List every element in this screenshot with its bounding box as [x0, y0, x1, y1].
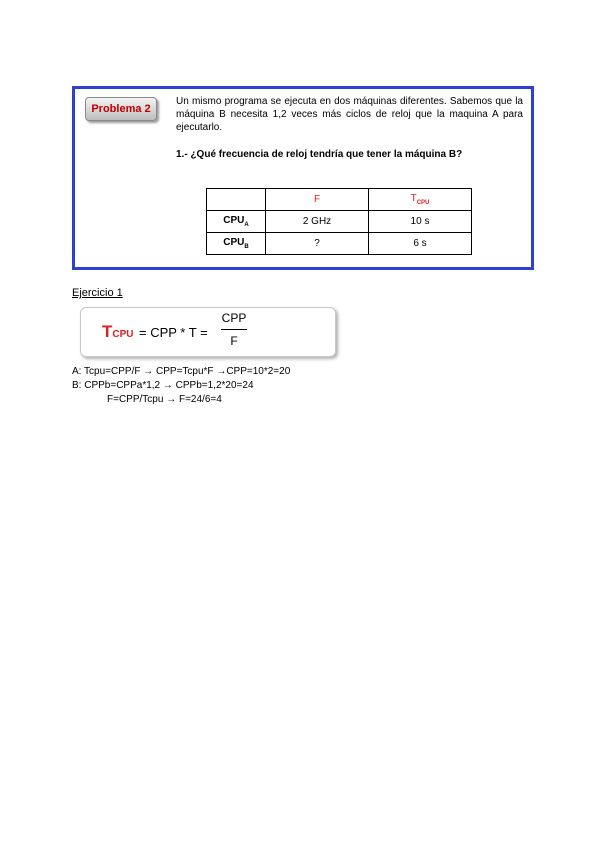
row-label: $CPU_B$ — [207, 233, 266, 255]
problem-statement: Un mismo programa se ejecuta en dos máquinas diferentes. Sabemos que la máquina B necesita 1,2 veces más ciclos de reloj que la maquina A para ejecutarlo. — [176, 96, 523, 133]
calc-line-b: B: CPPb=CPPa*1,2 → CPPb=1,2*20=24 — [72, 380, 254, 391]
row-time: 10 s — [369, 211, 472, 233]
table-row — [207, 211, 472, 233]
problem-question: 1.- ¿Qué frecuencia de reloj tendría que tener la máquina B? — [176, 149, 463, 160]
formula-rhs: = CPP * T = — [139, 325, 208, 340]
formula-fraction — [221, 311, 247, 348]
table-header-empty — [207, 189, 266, 211]
formula-denominator: F — [230, 334, 238, 348]
row-time: 6 s — [369, 233, 472, 255]
calc-line-a: A: Tcpu=CPP/F → CPP=Tcpu*F →CPP=10*2=20 — [72, 366, 291, 377]
formula-lhs: TCPU — [102, 322, 134, 341]
problem-box — [72, 86, 534, 270]
row-frequency: ? — [266, 233, 369, 255]
fraction-line — [221, 329, 247, 330]
problem-badge: Problema 2 — [85, 97, 157, 121]
table-header-t: $T_{CPU}$ — [369, 189, 472, 211]
formula-box — [80, 307, 336, 357]
row-frequency: 2 GHz — [266, 211, 369, 233]
row-label: $CPU_A$ — [207, 211, 266, 233]
calc-line-f: F=CPP/Tcpu → F=24/6=4 — [107, 394, 222, 405]
table-row — [207, 233, 472, 255]
table-header-f: F — [266, 189, 369, 211]
table-header-row — [207, 189, 472, 211]
exercise-title: Ejercicio 1 — [72, 287, 123, 299]
formula-numerator: CPP — [221, 311, 247, 325]
data-table — [206, 188, 472, 255]
